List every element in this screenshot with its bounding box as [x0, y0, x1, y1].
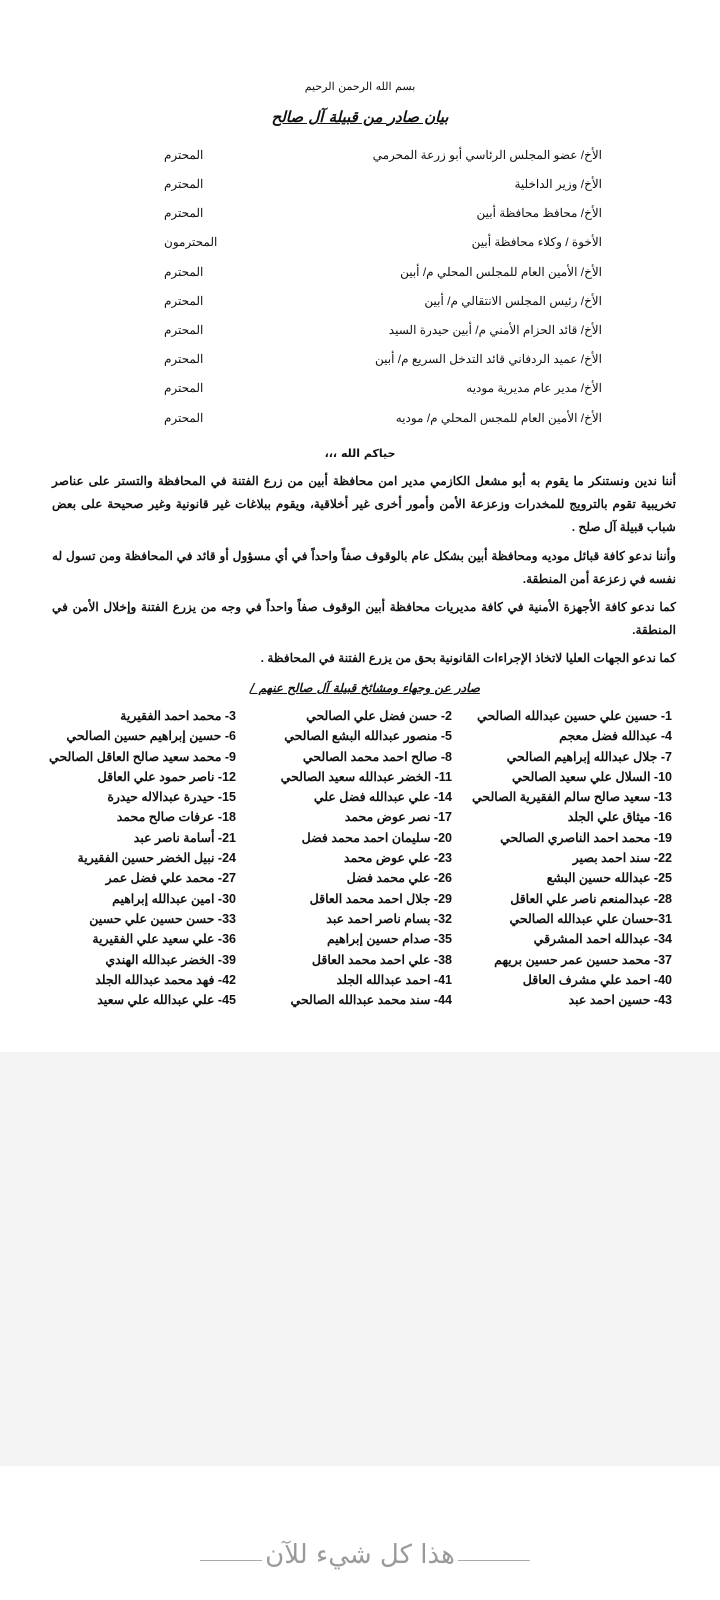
- signatory-name: 6- حسين إبراهيم حسين الصالحي: [66, 729, 236, 744]
- addressee-name: الأخ/ عضو المجلس الرئاسي أبو زرعة المحرمي: [372, 148, 602, 162]
- document-title: [0, 108, 720, 126]
- signatory-name: 10- السلال علي سعيد الصالحي: [511, 769, 672, 784]
- signatory-name: 21- أسامة ناصر عبد: [133, 830, 236, 845]
- addressee-honorific: المحترم: [164, 323, 204, 337]
- addressee-name: الأخ/ قائد الحزام الأمني م/ أبين حيدرة السيد: [388, 323, 602, 337]
- signatory-row: [20, 992, 680, 1012]
- signatory-name: 23- علي عوض محمد: [343, 851, 452, 866]
- signatory-name: 2- حسن فضل علي الصالحي: [306, 709, 452, 723]
- addressee-name: الأخوة / وكلاء محافظة أبين: [471, 235, 602, 249]
- signatory-name: 33- حسن حسين علي حسين: [89, 911, 236, 926]
- signatory-name: 43- حسين احمد عبد: [568, 993, 672, 1008]
- signatory-row: [20, 708, 680, 728]
- signatory-name: 26- علي محمد فضل: [346, 871, 452, 886]
- signatory-name: 39- الخضر عبدالله الهندي: [105, 952, 236, 967]
- signatory-name: 19- محمد احمد الناصري الصالحي: [500, 830, 672, 845]
- end-of-content-footer: [0, 1540, 720, 1580]
- signatory-name: 15- حيدرة عبدالاله حيدرة: [107, 790, 236, 805]
- addressee-row: [150, 177, 602, 197]
- signatory-name: 9- محمد سعيد صالح العاقل الصالحي: [49, 749, 236, 764]
- signatory-name: 11- الخضر عبدالله سعيد الصالحي: [280, 769, 452, 784]
- addressee-name: الأخ/ الأمين العام للمجلس المحلي م/ أبين: [400, 265, 602, 279]
- signatory-name: 5- منصور عبدالله البشع الصالحي: [284, 729, 452, 744]
- signatory-name: 38- علي احمد محمد العاقل: [311, 952, 452, 967]
- signatory-name: 4- عبدالله فضل معجم: [559, 729, 672, 744]
- signatory-name: 14- علي عبدالله فضل علي: [313, 790, 452, 805]
- addressee-row: [150, 148, 602, 168]
- paragraph-4: كما ندعو الجهات العليا لاتخاذ الإجراءات القانونية بحق من يزرع الفتنة في المحافظة .: [260, 651, 676, 665]
- addressee-row: [150, 381, 602, 401]
- signatory-row: [20, 972, 680, 992]
- signatory-name: 34- عبدالله احمد المشرقي: [533, 932, 672, 947]
- issued-by-text: صادر عن وجهاء ومشائخ قبيلة آل صالح عنهم /: [250, 681, 480, 695]
- addressee-name: الأخ/ محافظ محافظة أبين: [476, 206, 602, 220]
- signatory-name: 16- ميثاق علي الجلد: [567, 810, 672, 825]
- signatory-name: 1- حسين علي حسين عبدالله الصالحي: [477, 709, 672, 723]
- signatory-name: 41- احمد عبدالله الجلد: [336, 972, 452, 987]
- paragraph-2: وأننا ندعو كافة قبائل موديه ومحافظة أبين بشكل عام بالوقوف صفاً واحداً في أي مسؤول أو قائد في المحافظة ومن تسول له نفسه في زعزعة أمن المنطقة.: [52, 549, 676, 586]
- signatory-name: 28- عبدالمنعم ناصر علي العاقل: [510, 891, 672, 906]
- addressee-honorific: المحترم: [164, 381, 204, 395]
- paragraph-3: كما ندعو كافة الأجهزة الأمنية في كافة مديريات محافظة أبين الوقوف صفاً واحداً في وجه من يزرع الفتنة وإخلال الأمن في المنطقة.: [52, 600, 676, 637]
- signatory-row: [20, 749, 680, 769]
- addressee-honorific: المحترم: [164, 352, 204, 366]
- signatory-name: 27- محمد علي فضل عمر: [105, 871, 236, 886]
- signatory-row: [20, 911, 680, 931]
- signatory-name: 44- سند محمد عبدالله الصالحي: [290, 993, 452, 1008]
- addressee-name: الأخ/ عميد الردفاني قائد التدخل السريع م/ أبين: [375, 352, 602, 366]
- signatory-row: [20, 830, 680, 850]
- addressee-row: [150, 323, 602, 343]
- addressee-name: الأخ/ الأمين العام للمجس المحلي م/ موديه: [395, 411, 602, 425]
- signatory-row: [20, 809, 680, 829]
- addressee-honorific: المحترم: [164, 294, 204, 308]
- addressee-honorific: المحترم: [164, 411, 204, 425]
- signatory-name: 20- سليمان احمد محمد فضل: [301, 830, 452, 845]
- signatory-name: 29- جلال احمد محمد العاقل: [309, 891, 452, 906]
- issued-by-heading: [215, 681, 515, 695]
- signatory-name: 22- سند احمد بصير: [572, 851, 672, 866]
- signatory-name: 32- بسام ناصر احمد عبد: [326, 911, 452, 926]
- signatory-name: 37- محمد حسين عمر حسين بريهم: [494, 952, 672, 967]
- signatory-name: 8- صالح احمد محمد الصالحي: [302, 749, 452, 764]
- signatory-name: 31-حسان علي عبدالله الصالحي: [509, 911, 672, 926]
- signatory-row: [20, 789, 680, 809]
- addressee-row: [150, 294, 602, 314]
- addressee-row: [150, 265, 602, 285]
- signatory-name: 36- علي سعيد علي الفقيرية: [92, 932, 236, 947]
- addressee-row: [150, 352, 602, 372]
- signatory-name: 35- صدام حسين إبراهيم: [326, 932, 452, 947]
- signatory-name: 25- عبدالله حسين البشع: [546, 871, 672, 886]
- basmala: بسم الله الرحمن الرحيم: [304, 80, 416, 93]
- addressee-name: الأخ/ وزير الداخلية: [514, 177, 602, 191]
- signatories-list: [20, 708, 680, 1012]
- signatory-name: 24- نبيل الخضر حسين الفقيرية: [77, 851, 236, 866]
- addressee-honorific: المحترم: [164, 265, 204, 279]
- signatory-row: [20, 931, 680, 951]
- signatory-name: 12- ناصر حمود علي العاقل: [97, 769, 236, 784]
- signatory-name: 7- جلال عبدالله إبراهيم الصالحي: [506, 749, 672, 764]
- signatory-row: [20, 952, 680, 972]
- addressee-honorific: المحترم: [164, 148, 204, 162]
- addressee-row: [150, 411, 602, 431]
- greeting: حياكم الله ،،،: [324, 447, 396, 460]
- signatory-name: 30- امين عبدالله إبراهيم: [112, 891, 236, 906]
- addressee-name: الأخ/ مدير عام مديرية موديه: [466, 381, 602, 395]
- addressee-honorific: المحترم: [164, 206, 204, 220]
- signatory-name: 45- علي عبدالله علي سعيد: [97, 993, 236, 1008]
- signatory-row: [20, 728, 680, 748]
- signatory-row: [20, 769, 680, 789]
- signatory-name: 13- سعيد صالح سالم الفقيرية الصالحي: [472, 790, 672, 805]
- signatory-name: 40- احمد علي مشرف العاقل: [522, 972, 672, 987]
- signatory-row: [20, 870, 680, 890]
- signatory-row: [20, 891, 680, 911]
- end-of-content-text: هذا كل شيء للآن: [265, 1540, 455, 1570]
- footer-divider-right: [458, 1560, 530, 1561]
- addressee-honorific: المحترم: [164, 177, 204, 191]
- addressee-honorific: المحترمون: [164, 235, 218, 249]
- addressee-row: [150, 206, 602, 226]
- footer-divider-left: [200, 1560, 262, 1561]
- addressee-name: الأخ/ رئيس المجلس الانتقالي م/ أبين: [424, 294, 602, 308]
- signatory-name: 3- محمد احمد الفقيرية: [120, 709, 236, 723]
- signatory-name: 17- نصر عوض محمد: [344, 810, 452, 825]
- signatory-name: 42- فهد محمد عبدالله الجلد: [95, 972, 236, 987]
- document-title-text: بيان صادر من قبيلة آل صالح: [271, 108, 449, 126]
- paragraph-1: أننا ندين ونستنكر ما يقوم به أبو مشعل الكازمي مدير امن محافظة أبين من زرع الفتنة في المحافظة والتستر على عناصر تخريبية تقوم بالترويج للمخدرات وزعزعة الأمن وأمور أخرى غير أخلاقية، ويقوم ببلاغات غير قانونية وغير صحيحة على بعض شباب قبيلة آل صلح .: [52, 474, 676, 534]
- signatory-row: [20, 850, 680, 870]
- addressee-row: [150, 235, 602, 255]
- page-gap: [0, 1052, 720, 1466]
- signatory-name: 18- عرفات صالح محمد: [116, 810, 236, 825]
